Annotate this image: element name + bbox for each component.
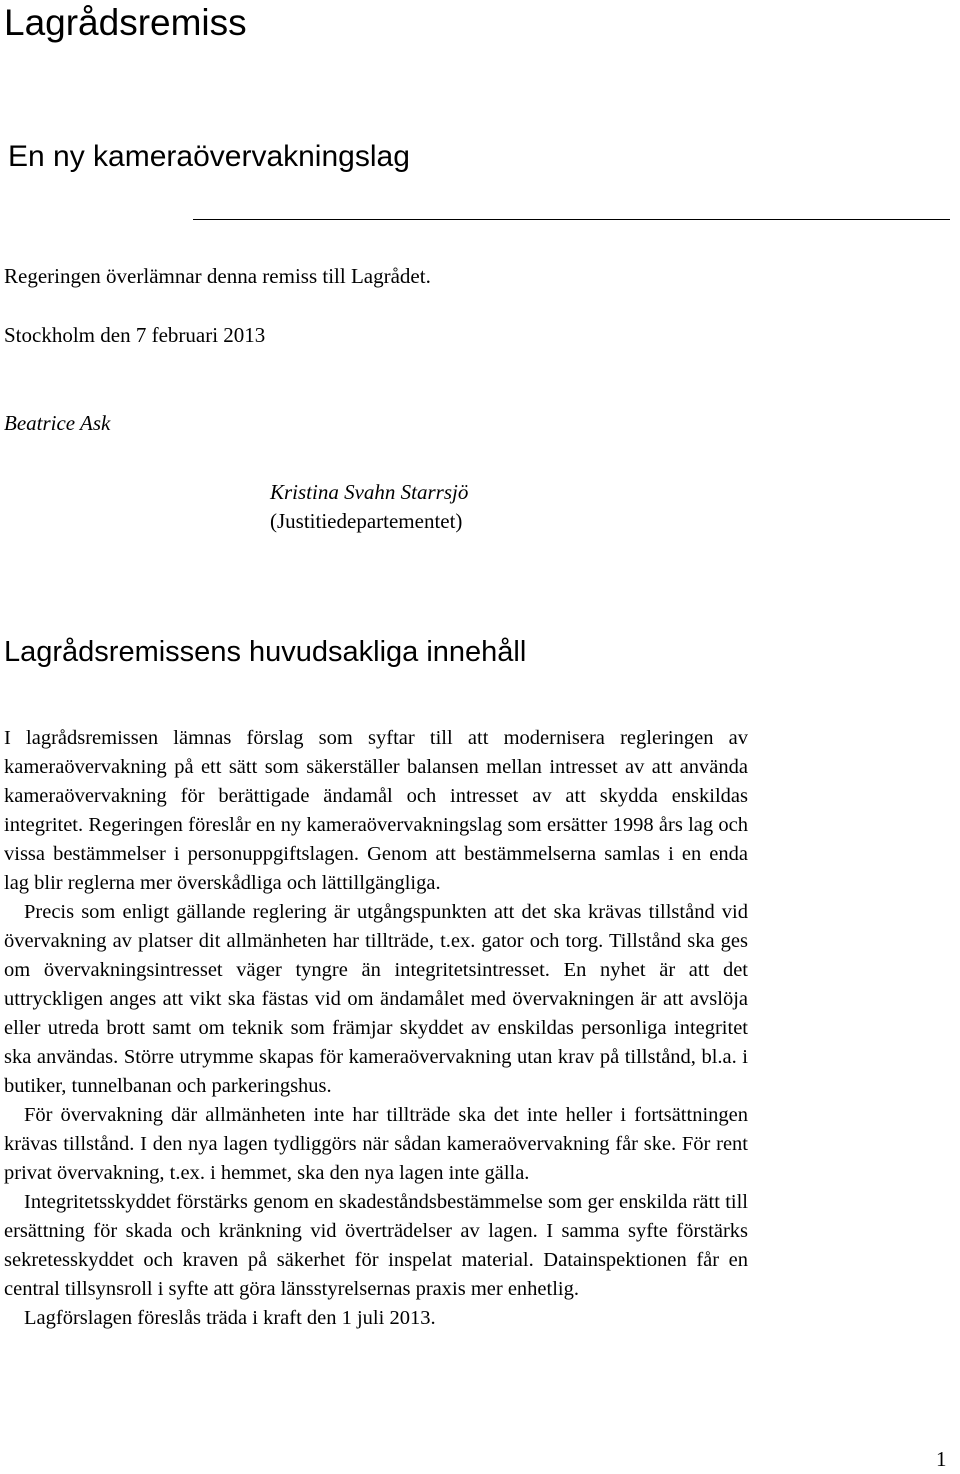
minister-signature-name: Beatrice Ask [4, 411, 111, 435]
date-line: Stockholm den 7 februari 2013 [4, 323, 266, 347]
page-number: 1 [936, 1447, 947, 1471]
summary-paragraph-2: Precis som enligt gällande reglering är utgångspunkten att det ska krävas tillstånd vid övervakning av platser dit allmänheten har tillträde, t.ex. gator och torg. Tillstånd ska ges om övervakningsintresset väger tyngre än integritetsintresset. En nyhet är att det uttryckligen anges att vikt ska fästas vid om ändamålet med övervakningen är att avslöja eller utreda brott samt om teknik som främjar skyddet av enskildas personliga integritet ska användas. Större utrymme skapas för kameraövervakning utan krav på tillstånd, bl.a. i butiker, tunnelbanan och parkeringshus. [4, 901, 748, 1097]
summary-paragraph-1: I lagrådsremissen lämnas förslag som syftar till att modernisera regleringen av kameraövervakning på ett sätt som säkerställer balansen mellan intresset av att använda kameraövervakning för berättigade ändamål och intresset av att skydda enskildas integritet. Regeringen föreslår en ny kameraövervakningslag som ersätter 1998 års lag och vissa bestämmelser i personuppgiftslagen. Genom att bestämmelserna samlas i en enda lag blir reglerna mer överskådliga och lättillgängliga. [4, 727, 748, 894]
document-heading: Lagrådsremiss [4, 2, 247, 43]
summary-paragraph-3: För övervakning där allmänheten inte har tillträde ska det inte heller i fortsättningen krävas tillstånd. I den nya lagen tydliggörs när sådan kameraövervakning får ske. För rent privat övervakning, t.ex. i hemmet, ska den nya lagen inte gälla. [4, 1104, 748, 1184]
summary-paragraph-5: Lagförslagen föreslås träda i kraft den 1 juli 2013. [24, 1307, 436, 1329]
summary-heading: Lagrådsremissens huvudsakliga innehåll [4, 636, 527, 668]
official-signature-name: Kristina Svahn Starrsjö [270, 480, 469, 504]
document-subtitle: En ny kameraövervakningslag [8, 140, 410, 173]
remiss-statement: Regeringen överlämnar denna remiss till Lagrådet. [4, 264, 431, 288]
horizontal-rule [193, 219, 950, 220]
summary-body [4, 724, 748, 1333]
department-name: (Justitiedepartementet) [270, 509, 463, 533]
summary-paragraph-4: Integritetsskyddet förstärks genom en skadeståndsbestämmelse som ger enskilda rätt till ersättning för skada och kränkning vid överträdelser av lagen. I samma syfte förstärks sekretesskyddet och kraven på säkerhet för inspelat material. Datainspektionen får en central tillsynsroll i syfte att göra länsstyrelsernas praxis mer enhetlig. [4, 1191, 748, 1300]
